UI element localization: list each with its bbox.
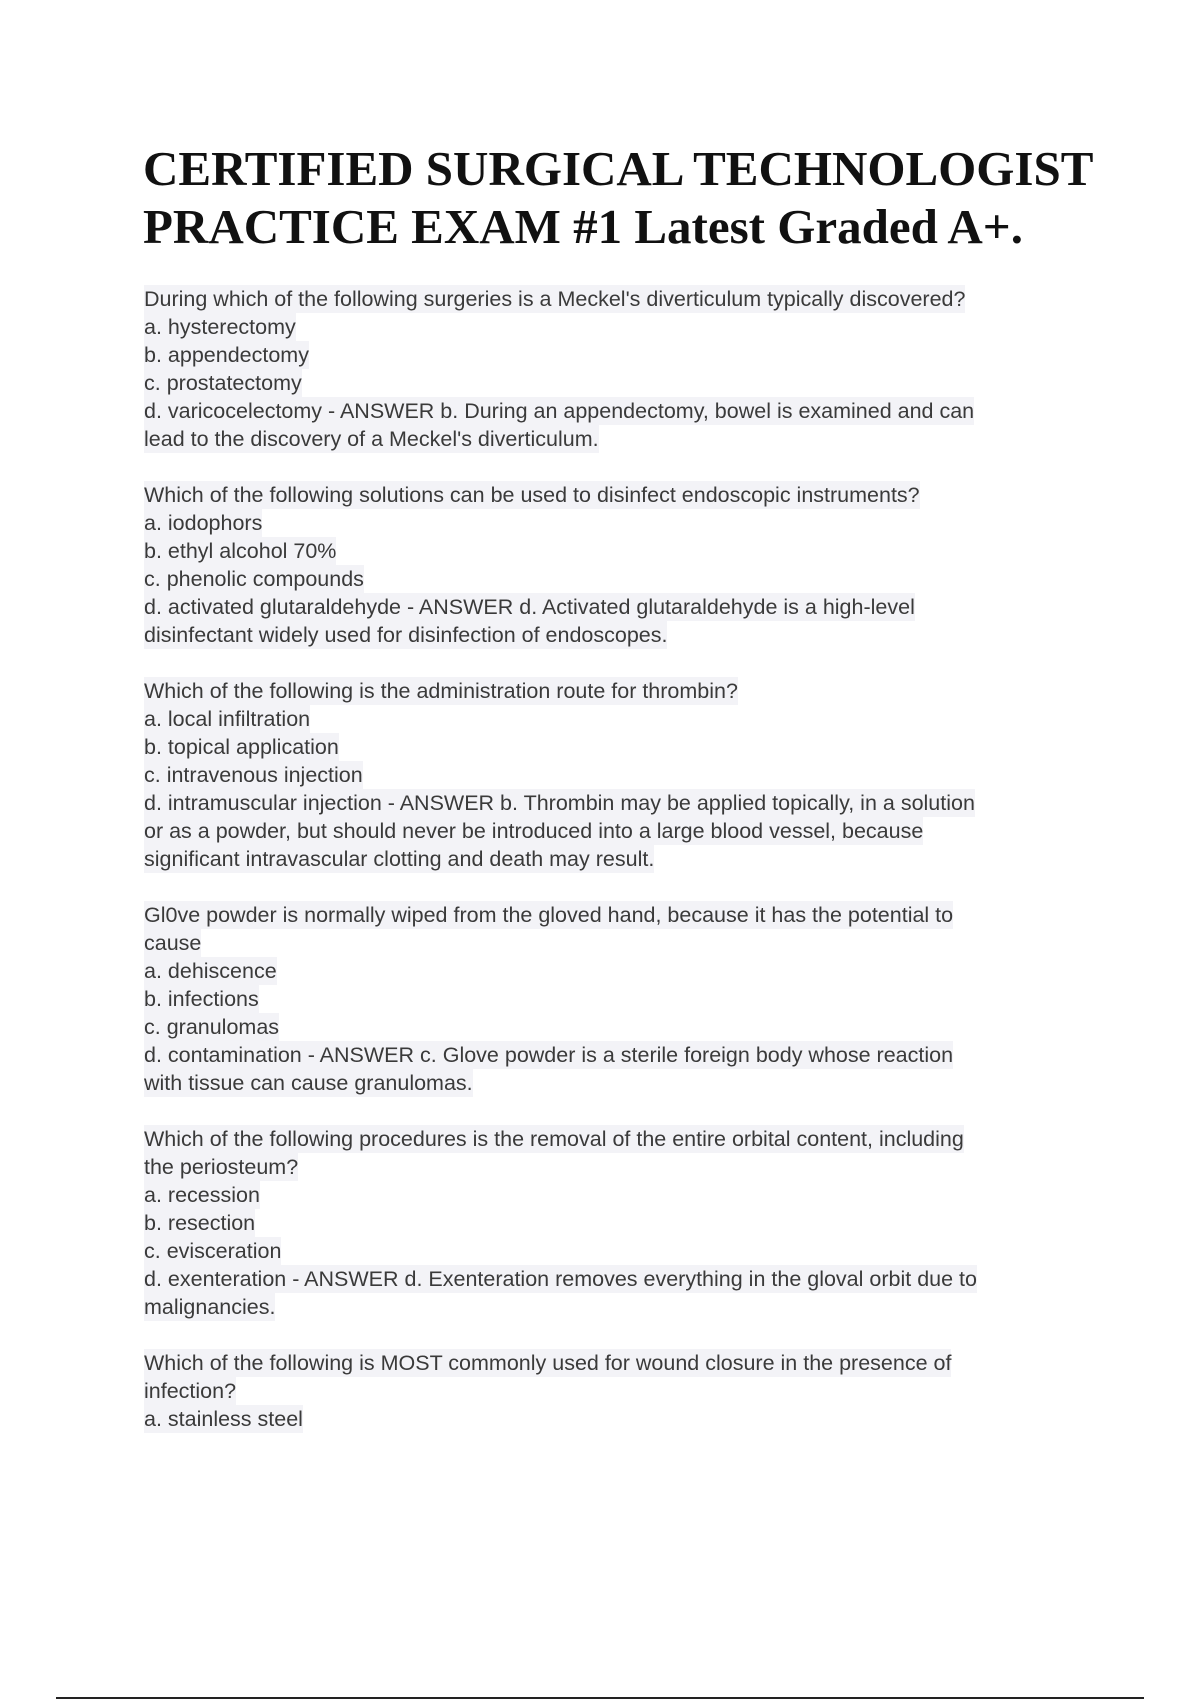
answer-option-with-key: d. intramuscular injection - ANSWER b. Thrombin may be applied topically, in a solution [144, 791, 975, 815]
answer-option: c. prostatectomy [144, 371, 302, 395]
answer-option-with-key: d. varicocelectomy - ANSWER b. During an appendectomy, bowel is examined and can [144, 399, 975, 423]
answer-option: b. appendectomy [144, 343, 309, 367]
question-block-3 [144, 677, 1094, 873]
footer-divider [56, 1697, 1144, 1699]
question-block-4 [144, 901, 1094, 1097]
answer-explanation: with tissue can cause granulomas. [144, 1071, 473, 1095]
question-text: infection? [144, 1379, 237, 1403]
answer-option: c. evisceration [144, 1239, 282, 1263]
question-block-1 [144, 285, 1094, 453]
answer-explanation: or as a powder, but should never be introduced into a large blood vessel, because [144, 819, 924, 843]
answer-option: a. local infiltration [144, 707, 311, 731]
answer-option-with-key: d. activated glutaraldehyde - ANSWER d. Activated glutaraldehyde is a high-level [144, 595, 915, 619]
page-title [143, 140, 1183, 256]
answer-explanation: significant intravascular clotting and death may result. [144, 847, 655, 871]
question-text: During which of the following surgeries is a Meckel's diverticulum typically discovered? [144, 287, 966, 311]
question-text: Which of the following is the administration route for thrombin? [144, 679, 738, 703]
answer-option: b. ethyl alcohol 70% [144, 539, 337, 563]
answer-option: c. intravenous injection [144, 763, 363, 787]
title-line-2: PRACTICE EXAM #1 Latest Graded A+. [143, 199, 1023, 254]
question-text: Gl0ve powder is normally wiped from the gloved hand, because it has the potential to [144, 903, 954, 927]
question-text: the periosteum? [144, 1155, 299, 1179]
answer-explanation: malignancies. [144, 1295, 276, 1319]
question-text: Which of the following is MOST commonly used for wound closure in the presence of [144, 1351, 952, 1375]
answer-option: a. hysterectomy [144, 315, 296, 339]
answer-explanation: disinfectant widely used for disinfection of endoscopes. [144, 623, 668, 647]
answer-option: a. stainless steel [144, 1407, 303, 1431]
question-block-2 [144, 481, 1094, 649]
answer-option-with-key: d. contamination - ANSWER c. Glove powder is a sterile foreign body whose reaction [144, 1043, 954, 1067]
answer-explanation: lead to the discovery of a Meckel's diverticulum. [144, 427, 599, 451]
question-text: cause [144, 931, 202, 955]
answer-option: b. resection [144, 1211, 256, 1235]
question-text: Which of the following solutions can be used to disinfect endoscopic instruments? [144, 483, 920, 507]
question-text: Which of the following procedures is the removal of the entire orbital content, including [144, 1127, 964, 1151]
answer-option: a. recession [144, 1183, 260, 1207]
answer-option: a. iodophors [144, 511, 263, 535]
question-block-6 [144, 1349, 1094, 1433]
answer-option: b. infections [144, 987, 259, 1011]
question-block-5 [144, 1125, 1094, 1321]
answer-option: c. phenolic compounds [144, 567, 364, 591]
title-line-1: CERTIFIED SURGICAL TECHNOLOGIST [143, 141, 1094, 196]
answer-option: b. topical application [144, 735, 339, 759]
answer-option: a. dehiscence [144, 959, 277, 983]
question-list [144, 285, 1094, 1461]
answer-option: c. granulomas [144, 1015, 280, 1039]
answer-option-with-key: d. exenteration - ANSWER d. Exenteration removes everything in the gloval orbit due to [144, 1267, 977, 1291]
